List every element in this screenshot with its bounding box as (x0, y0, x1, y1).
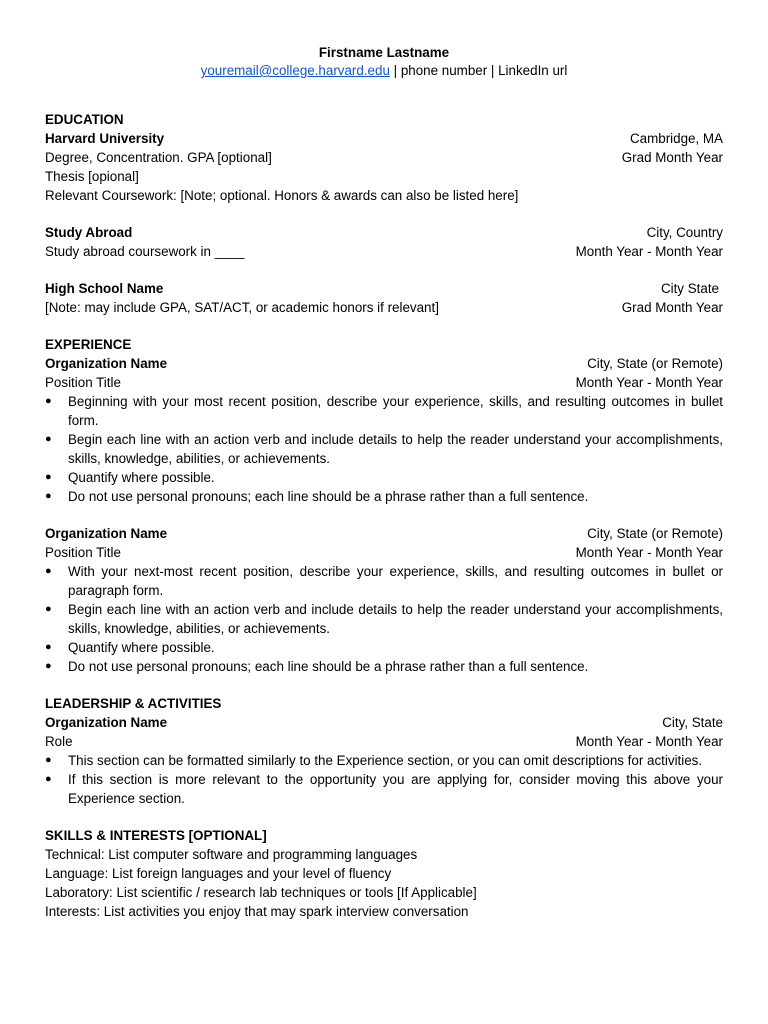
bullet-text: Quantify where possible. (68, 640, 215, 655)
abroad-detail-row (45, 242, 723, 261)
leadership-location: City, State (662, 715, 723, 730)
bullet-text: Quantify where possible. (68, 470, 215, 485)
bullet-text: Do not use personal pronouns; each line should be a phrase rather than a full sentence. (68, 659, 589, 674)
bullet-icon: ● (45, 641, 52, 653)
highschool-name: High School Name (45, 281, 164, 296)
bullet-item (45, 751, 723, 770)
position-date: Month Year - Month Year (575, 375, 723, 390)
harvard-coursework (45, 186, 723, 205)
harvard-degree-row (45, 148, 723, 167)
skills-interests: Interests: List activities you enjoy that may spark interview conversation (45, 904, 469, 919)
bullet-text: Do not use personal pronouns; each line should be a phrase rather than a full sentence. (68, 489, 589, 504)
experience-entry (45, 354, 723, 506)
bullet-icon: ● (45, 773, 52, 785)
skills-line (45, 845, 723, 864)
experience-entry (45, 524, 723, 676)
harvard-thesis (45, 167, 723, 186)
abroad-name: Study Abroad (45, 225, 133, 240)
org-location: City, State (or Remote) (587, 356, 723, 371)
leadership-org-row (45, 713, 723, 732)
bullet-item (45, 430, 723, 468)
abroad-location: City, Country (646, 225, 723, 240)
abroad-row (45, 223, 723, 242)
bullet-text: If this section is more relevant to the opportunity you are applying for, consider moving this above your Experience section. (68, 772, 723, 806)
highschool-date: Grad Month Year (621, 300, 723, 315)
position-row (45, 543, 723, 562)
skills-line (45, 883, 723, 902)
thesis-text: Thesis [opional] (45, 169, 139, 184)
experience-heading: EXPERIENCE (45, 337, 132, 352)
highschool-detail: [Note: may include GPA, SAT/ACT, or academic honors if relevant] (45, 300, 439, 315)
abroad-detail: Study abroad coursework in ____ (45, 244, 245, 259)
bullet-text: Beginning with your most recent position, describe your experience, skills, and resulting outcomes in bullet form. (68, 394, 723, 428)
bullet-list (45, 392, 723, 506)
bullet-list (45, 751, 723, 808)
leadership-org: Organization Name (45, 715, 168, 730)
abroad-date: Month Year - Month Year (575, 244, 723, 259)
leadership-heading: LEADERSHIP & ACTIVITIES (45, 696, 222, 711)
bullet-icon: ● (45, 395, 52, 407)
bullet-item (45, 657, 723, 676)
bullet-icon: ● (45, 490, 52, 502)
contact-line (45, 62, 723, 80)
email-link[interactable]: youremail@college.harvard.edu (200, 63, 390, 78)
bullet-text: Begin each line with an action verb and include details to help the reader understand your accomplishments, skills, knowledge, abilities, or achievements. (68, 432, 723, 466)
highschool-detail-row (45, 298, 723, 317)
bullet-icon: ● (45, 433, 52, 445)
education-heading: EDUCATION (45, 112, 124, 127)
harvard-row (45, 129, 723, 148)
org-row (45, 354, 723, 373)
bullet-item (45, 600, 723, 638)
bullet-icon: ● (45, 603, 52, 615)
bullet-item (45, 638, 723, 657)
highschool-location: City State (660, 281, 719, 296)
skills-line (45, 902, 723, 921)
bullet-item (45, 487, 723, 506)
leadership-role: Role (45, 734, 73, 749)
bullet-icon: ● (45, 754, 52, 766)
position-row (45, 373, 723, 392)
candidate-name: Firstname Lastname (318, 45, 450, 60)
highschool-row (45, 279, 723, 298)
leadership-role-row (45, 732, 723, 751)
org-row (45, 524, 723, 543)
leadership-date: Month Year - Month Year (575, 734, 723, 749)
contact-rest: | phone number | LinkedIn url (389, 63, 568, 78)
bullet-item (45, 562, 723, 600)
org-name: Organization Name (45, 526, 168, 541)
skills-language: Language: List foreign languages and your level of fluency (45, 866, 392, 881)
bullet-icon: ● (45, 565, 52, 577)
skills-technical: Technical: List computer software and programming languages (45, 847, 418, 862)
bullet-icon: ● (45, 471, 52, 483)
position-title: Position Title (45, 375, 121, 390)
org-location: City, State (or Remote) (587, 526, 723, 541)
bullet-text: Begin each line with an action verb and include details to help the reader understand your accomplishments, skills, knowledge, abilities, or achievements. (68, 602, 723, 636)
bullet-icon: ● (45, 660, 52, 672)
bullet-item (45, 392, 723, 430)
bullet-item (45, 770, 723, 808)
org-name: Organization Name (45, 356, 168, 371)
bullet-list (45, 562, 723, 676)
bullet-text: This section can be formatted similarly to the Experience section, or you can omit descriptions for activities. (68, 753, 703, 768)
harvard-date: Grad Month Year (621, 150, 723, 165)
harvard-location: Cambridge, MA (629, 131, 723, 146)
skills-heading: SKILLS & INTERESTS [OPTIONAL] (45, 828, 267, 843)
coursework-text: Relevant Coursework: [Note; optional. Honors & awards can also be listed here] (45, 188, 519, 203)
bullet-text: With your next-most recent position, describe your experience, skills, and resulting outcomes in bullet or paragraph form. (68, 564, 723, 598)
bullet-item (45, 468, 723, 487)
resume-page (45, 44, 723, 921)
harvard-degree: Degree, Concentration. GPA [optional] (45, 150, 272, 165)
skills-line (45, 864, 723, 883)
position-date: Month Year - Month Year (575, 545, 723, 560)
position-title: Position Title (45, 545, 121, 560)
skills-laboratory: Laboratory: List scientific / research lab techniques or tools [If Applicable] (45, 885, 477, 900)
harvard-name: Harvard University (45, 131, 165, 146)
